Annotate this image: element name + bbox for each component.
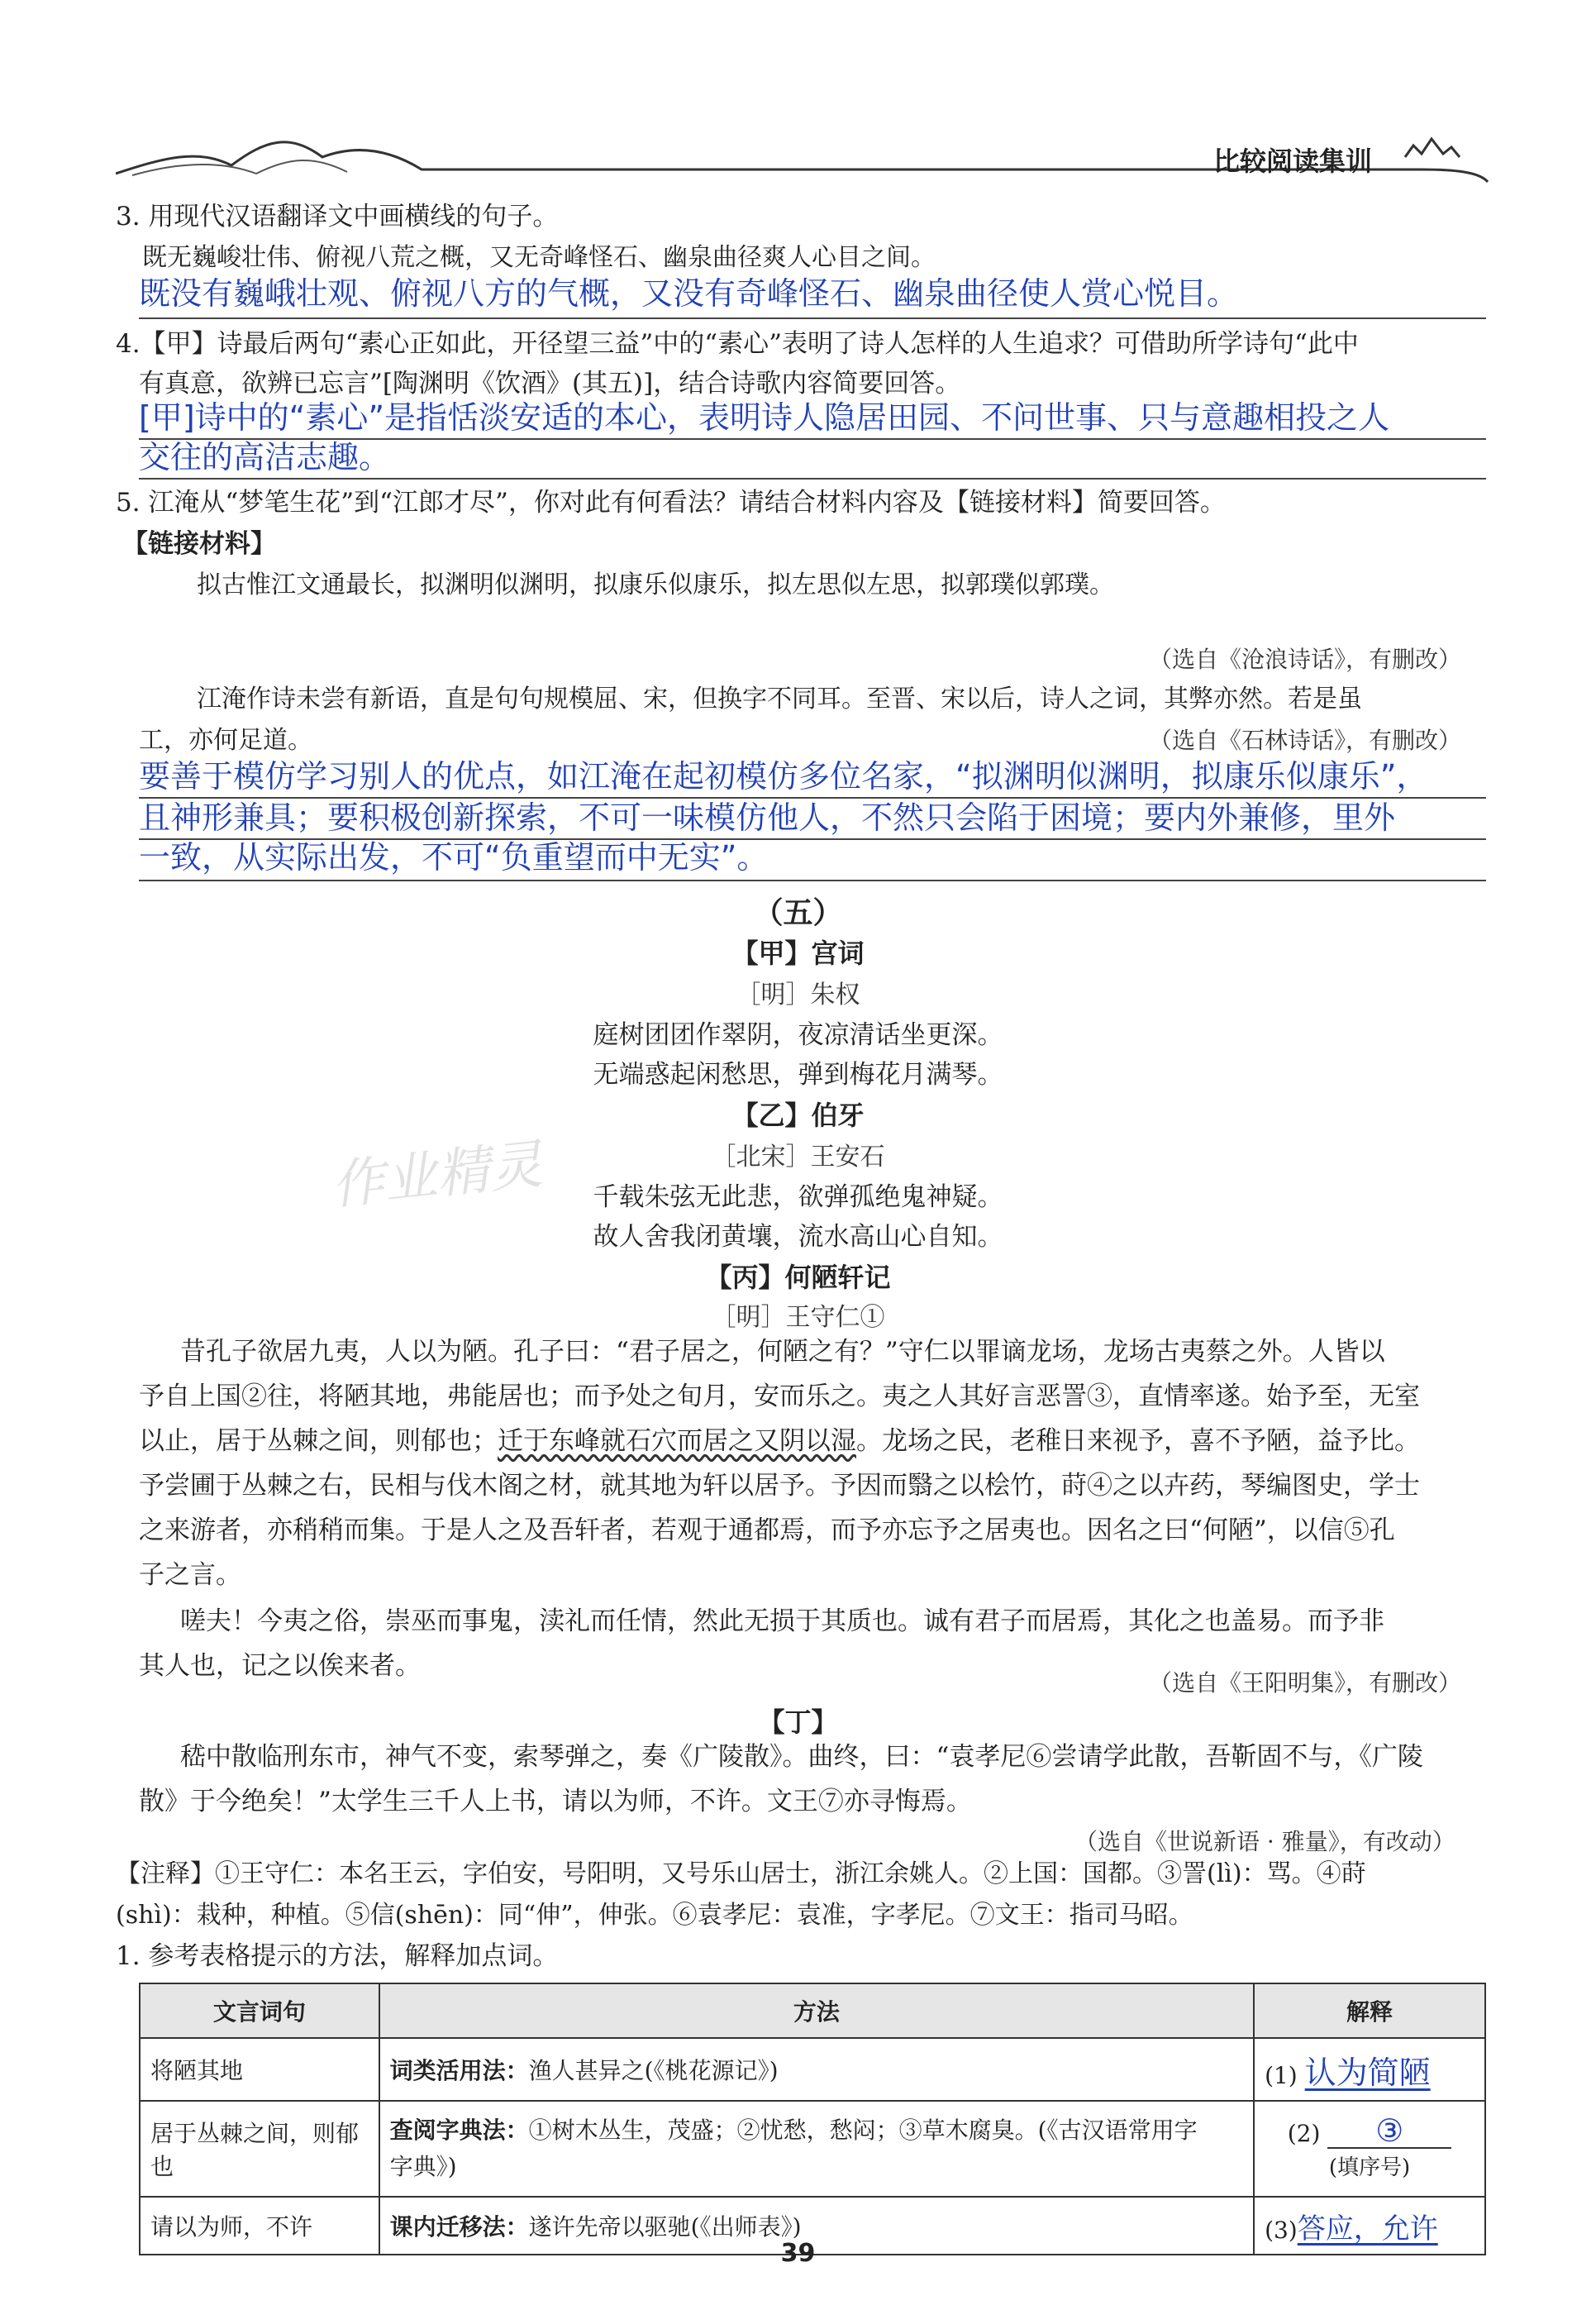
q4-rule-2 bbox=[139, 478, 1486, 480]
bing-para-line2: 予自上国②往，将陋其地，弗能居也；而予处之旬月，安而乐之。夷之人其好言恶詈③，直情率遂。始予至，无室 bbox=[139, 1382, 1420, 1411]
header-section-title: 比较阅读集训 bbox=[1213, 146, 1373, 177]
notes-line2: (shì)：栽种，种植。⑤信(shēn)：同“伸”，伸张。⑥袁孝尼：袁准，字孝尼。⑦文王：指司马昭。 bbox=[116, 1901, 1193, 1930]
jia-author: ［明］朱权 bbox=[736, 981, 860, 1009]
q5-answer-line2: 且神形兼具；要积极创新探索，不可一味模仿他人，不然只会陷于困境；要内外兼修，里外 bbox=[139, 799, 1396, 836]
bing-source: （选自《王阳明集》，有删改） bbox=[1149, 1669, 1462, 1697]
q4-prompt-line2: 有真意，欲辨已忘言”[陶渊明《饮酒》(其五)]，结合诗歌内容简要回答。 bbox=[139, 369, 961, 399]
q5-material1-source: （选自《沧浪诗话》，有删改） bbox=[1149, 646, 1462, 673]
bing-para-line8: 其人也，记之以俟来者。 bbox=[139, 1651, 421, 1681]
row2-answer: ③ bbox=[1327, 2114, 1451, 2149]
bing-para-line5: 之来游者，亦稍稍而集。于是人之及吾轩者，若观于通都焉，而予亦忘予之居夷也。因名之曰“何陋”，以信⑤孔 bbox=[139, 1515, 1395, 1545]
row2-hint: (填序号) bbox=[1328, 2155, 1411, 2180]
header-explain: 解释 bbox=[1254, 1983, 1485, 2038]
part5-heading: （五） bbox=[753, 896, 843, 930]
table-header-row bbox=[140, 1983, 1485, 2038]
q5-link-label: 【链接材料】 bbox=[122, 529, 276, 559]
row1-explain: (1) 认为简陋 bbox=[1254, 2038, 1485, 2101]
yi-author: ［北宋］王安石 bbox=[711, 1143, 885, 1172]
ding-para-line1: 嵇中散临刑东市，神气不变，索琴弹之，奏《广陵散》。曲终，曰：“袁孝尼⑥尝请学此散，吾靳固不与，《广陵 bbox=[180, 1742, 1423, 1772]
q3-sentence: 既无巍峻壮伟、俯视八荒之概，又无奇峰怪石、幽泉曲径爽人心目之间。 bbox=[142, 243, 936, 272]
bing-line3-a: 以止，居于丛棘之间，则郁也； bbox=[139, 1426, 498, 1456]
ding-title: 【丁】 bbox=[758, 1706, 838, 1738]
ding-source: （选自《世说新语 · 雅量》，有改动） bbox=[1074, 1828, 1455, 1855]
bing-para-line7: 嗟夫！今夷之俗，崇巫而事鬼，渎礼而任情，然此无损于其质也。诚有君子而居焉，其化之也盖易。而予非 bbox=[180, 1606, 1384, 1636]
jia-line2: 无端惑起闲愁思，弹到梅花月满琴。 bbox=[593, 1060, 1003, 1090]
row2-phrase: 居于丛棘之间，则郁也 bbox=[140, 2101, 379, 2197]
row1-method: 词类活用法：渔人甚异之(《桃花源记》) bbox=[379, 2038, 1254, 2101]
q3-answer: 既没有巍峨壮观、俯视八方的气概，又没有奇峰怪石、幽泉曲径使人赏心悦目。 bbox=[139, 275, 1239, 312]
row3-explain: (3)答应，允许 bbox=[1254, 2197, 1485, 2255]
watermark: 作业精灵 bbox=[328, 1134, 545, 1218]
q3-prompt: 3. 用现代汉语翻译文中画横线的句子。 bbox=[116, 202, 559, 231]
page-number: 39 bbox=[780, 2239, 816, 2268]
jia-line1: 庭树团团作翠阴，夜凉清话坐更深。 bbox=[593, 1020, 1003, 1050]
part5-q1-prompt: 1. 参考表格提示的方法，解释加点词。 bbox=[116, 1941, 559, 1971]
row3-answer: 答应，允许 bbox=[1297, 2212, 1438, 2246]
row3-phrase: 请以为师，不许 bbox=[140, 2197, 379, 2255]
row2-method: 查阅字典法：①树木丛生，茂盛；②忧愁，愁闷；③草木腐臭。(《古汉语常用字 字典》) bbox=[379, 2101, 1254, 2197]
bing-para-line1: 昔孔子欲居九夷，人以为陋。孔子曰：“君子居之，何陋之有？”守仁以罪谪龙场，龙场古夷蔡之外。人皆以 bbox=[180, 1337, 1385, 1367]
header-method: 方法 bbox=[379, 1983, 1254, 2038]
table-row bbox=[140, 2038, 1485, 2101]
q5-material2-line1-visible: 江淹作诗未尝有新语，直是句句规模屈、宋，但换字不同耳。至晋、宋以后，诗人之词，其弊亦然。若是虽 bbox=[197, 685, 1362, 714]
q4-answer-line1: [甲]诗中的“素心”是指恬淡安适的本心，表明诗人隐居田园、不问世事、只与意趣相投之人 bbox=[139, 399, 1390, 436]
notes-line1: 【注释】①王守仁：本名王云，字伯安，号阳明，又号乐山居士，浙江余姚人。②上国：国都。③詈(lì)：骂。④莳 bbox=[116, 1859, 1366, 1888]
row1-answer: 认为简陋 bbox=[1304, 2054, 1431, 2091]
row1-phrase: 将陋其地 bbox=[140, 2038, 379, 2101]
q5-material2-source: （选自《石林诗话》，有删改） bbox=[1149, 727, 1462, 754]
q5-material1: 拟古惟江文通最长，拟渊明似渊明，拟康乐似康乐，拟左思似左思，拟郭璞似郭璞。 bbox=[197, 570, 1114, 599]
bing-para-line4: 予尝圃于丛棘之右，民相与伐木阁之材，就其地为轩以居予。予因而翳之以桧竹，莳④之以卉药，琴编图史，学士 bbox=[139, 1471, 1420, 1501]
ding-para-line2: 散》于今绝矣！”太学生三千人上书，请以为师，不许。文王⑦亦寻悔焉。 bbox=[139, 1787, 972, 1816]
q5-answer-line1: 要善于模仿学习别人的优点，如江淹在起初模仿多位名家，“拟渊明似渊明，拟康乐似康乐”， bbox=[139, 758, 1428, 795]
bing-para-line3 bbox=[139, 1419, 1420, 1463]
q4-prompt-line1: 4.【甲】诗最后两句“素心正如此，开径望三益”中的“素心”表明了诗人怎样的人生追求？可借助所学诗句“此中 bbox=[116, 329, 1359, 359]
jia-title: 【甲】宫词 bbox=[731, 938, 865, 969]
vocab-table bbox=[139, 1983, 1486, 2255]
q5-answer-line3: 一致，从实际出发，不可“负重望而中无实”。 bbox=[139, 839, 769, 876]
q3-answer-line bbox=[139, 317, 1486, 319]
row2-explain: (2) ③ (填序号) bbox=[1254, 2101, 1485, 2197]
bing-line3-c: 。龙场之民，老稚日来视予，喜不予陋，益予比。 bbox=[856, 1426, 1420, 1456]
bing-para-line6: 子之言。 bbox=[139, 1560, 241, 1590]
yi-line2: 故人舍我闭黄壤，流水高山心自知。 bbox=[593, 1222, 1003, 1252]
table-row bbox=[140, 2101, 1485, 2197]
bing-underlined-sentence: 迁于东峰就石穴而居之又阴以湿 bbox=[498, 1426, 856, 1456]
q5-prompt: 5. 江淹从“梦笔生花”到“江郎才尽”，你对此有何看法？请结合材料内容及【链接材料】简要回答。 bbox=[116, 488, 1226, 518]
q4-answer-line2: 交往的高洁志趣。 bbox=[139, 439, 391, 475]
yi-line1: 千载朱弦无此悲，欲弹孤绝鬼神疑。 bbox=[593, 1182, 1003, 1212]
row3-method: 课内迁移法：遂许先帝以驱驰(《出师表》) bbox=[379, 2197, 1254, 2255]
q5-rule-3 bbox=[139, 880, 1486, 881]
bing-title: 【丙】何陋轩记 bbox=[705, 1262, 891, 1293]
header-phrase: 文言词句 bbox=[140, 1983, 379, 2038]
yi-title: 【乙】伯牙 bbox=[731, 1100, 865, 1131]
q5-material2-line2: 工，亦何足道。 bbox=[139, 726, 312, 755]
bing-author: ［明］王守仁① bbox=[711, 1303, 885, 1332]
